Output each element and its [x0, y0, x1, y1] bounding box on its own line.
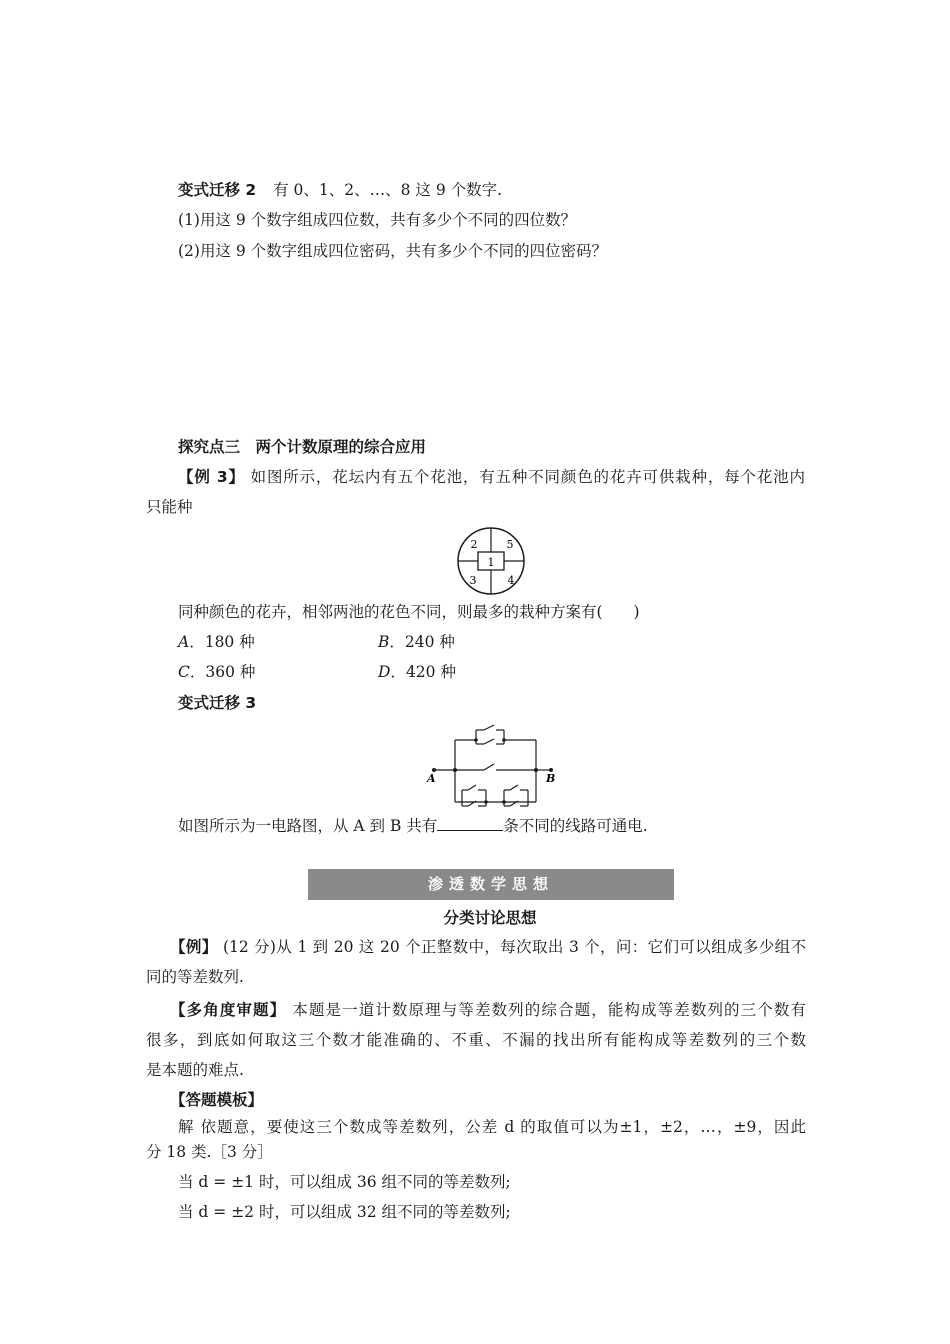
template-text4: 当 d = ±2 时，可以组成 32 组不同的等差数列; — [178, 1203, 511, 1221]
variant2-line — [178, 180, 502, 200]
variant2-statement: 有 0、1、2、…、8 这 9 个数字. — [273, 181, 503, 199]
flower-bed-figure — [450, 525, 532, 597]
variant2-q1: (1)用这 9 个数字组成四位数，共有多少个不同的四位数？ — [178, 211, 577, 229]
variant3-text-before: 如图所示为一电路图，从 A 到 B 共有 — [178, 817, 438, 835]
analysis-text2: 很多，到底如何取这三个数才能准确的、不重、不漏的找出所有能构成等差数列的三个数 — [146, 1031, 806, 1049]
example-text1: (12 分)从 1 到 20 这 20 个正整数中，每次取出 3 个，问：它们可以组成多少组不 — [222, 938, 806, 956]
template-text2: 分 18 类.［3 分］ — [146, 1143, 273, 1161]
variant3-text-after: 条不同的线路可通电. — [503, 817, 648, 835]
example3-question: 同种颜色的花卉，相邻两池的花色不同，则最多的栽种方案有( ) — [178, 603, 640, 621]
example3-line1 — [178, 467, 805, 487]
example3-text1: 如图所示，花坛内有五个花池，有五种不同颜色的花卉可供栽种，每个花池内 — [250, 468, 805, 486]
example3-tag: 【例 3】 — [178, 468, 245, 486]
pool-label-3: 3 — [469, 574, 477, 587]
option-c-letter: C — [178, 663, 190, 681]
option-a-letter: A — [178, 633, 190, 651]
section-banner: 渗透数学思想 — [308, 869, 674, 900]
circuit-label-a: A — [427, 772, 436, 785]
option-c-text: ．360 种 — [189, 663, 256, 681]
option-b — [378, 632, 455, 652]
analysis-text1: 本题是一道计数原理与等差数列的综合题，能构成等差数列的三个数有 — [292, 1001, 806, 1019]
section3-title: 探究点三 两个计数原理的综合应用 — [178, 438, 427, 456]
option-b-letter: B — [378, 633, 390, 651]
variant2-heading: 变式迁移 2 — [178, 181, 257, 199]
answer-blank — [437, 816, 503, 831]
option-b-text: ．240 种 — [389, 633, 455, 651]
variant3-question — [178, 816, 648, 836]
variant3-heading: 变式迁移 3 — [178, 694, 257, 712]
example3-text2: 只能种 — [146, 498, 193, 516]
analysis-line1 — [170, 1000, 806, 1020]
variant2-q2: (2)用这 9 个数字组成四位密码，共有多少个不同的四位密码？ — [178, 242, 608, 260]
pool-label-2: 2 — [470, 538, 478, 551]
circuit-figure — [424, 718, 564, 812]
section-subtitle: 分类讨论思想 — [443, 909, 537, 927]
option-d-text: ．420 种 — [390, 663, 456, 681]
template-tag: 【答题模板】 — [170, 1091, 264, 1109]
circuit-label-b: B — [546, 772, 556, 785]
option-c — [178, 662, 255, 682]
pool-label-4: 4 — [507, 574, 515, 587]
option-a-text: ．180 种 — [189, 633, 255, 651]
pool-label-1: 1 — [487, 556, 495, 569]
analysis-text3: 是本题的难点. — [146, 1061, 244, 1079]
solution-label: 解 — [178, 1118, 195, 1136]
example-line1 — [170, 937, 806, 957]
analysis-tag: 【多角度审题】 — [170, 1001, 287, 1019]
pool-label-5: 5 — [506, 538, 514, 551]
example-text2: 同的等差数列. — [146, 968, 244, 986]
option-d-letter: D — [378, 663, 391, 681]
template-text3: 当 d = ±1 时，可以组成 36 组不同的等差数列; — [178, 1173, 511, 1191]
option-d — [378, 662, 456, 682]
template-text1: 依题意，要使这三个数成等差数列，公差 d 的取值可以为±1，±2，…，±9，因此 — [200, 1118, 806, 1136]
option-a — [178, 632, 255, 652]
example-tag: 【例】 — [170, 938, 218, 956]
template-line1 — [178, 1117, 806, 1137]
